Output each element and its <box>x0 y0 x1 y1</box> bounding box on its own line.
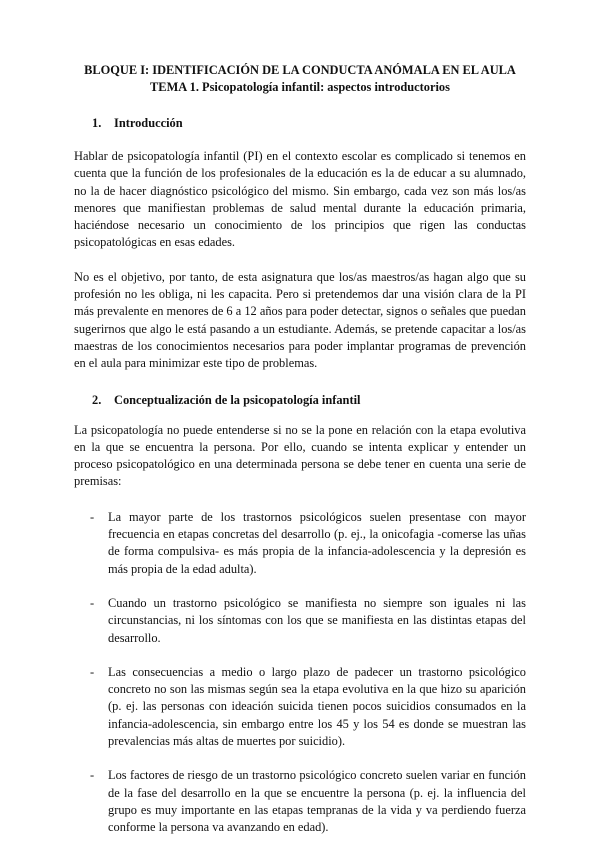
section-2-heading <box>92 392 526 408</box>
section-1-title: Introducción <box>114 116 183 130</box>
section-2-number: 2. <box>92 392 102 407</box>
document-page <box>74 62 526 837</box>
section-1-paragraph-1: Hablar de psicopatología infantil (PI) en el contexto escolar es complicado si tenemos en cuenta que la función de los profesionales de la educación es la de educar a su alumnado, no la de hacer diagnóstico psicológico del mismo. Sin embargo, cada vez son más los/as menores que manifiestan problemas de salud mental durante la educación primaria, haciéndose necesario un conocimiento de los principios que rigen las conductas psicopatológicas en esas edades. <box>74 149 526 250</box>
list-item-text: La mayor parte de los trastornos psicológicos suelen presentase con mayor frecuencia en etapas concretas del desarrollo (p. ej., la onicofagia -comerse las uñas de forma compulsiva- es más propia de la infancia-adolescencia y la depresión es más propia de la edad adulta). <box>108 509 526 576</box>
list-item <box>74 595 526 647</box>
bullet-dash: - <box>90 509 95 524</box>
section-2-intro: La psicopatología no puede entenderse si no se la pone en relación con la etapa evolutiva en la que se encuentra la persona. Por ello, cuando se intenta explicar y entender un proceso psicopatológico en una determinada persona se debe tener en cuenta una serie de premisas: <box>74 422 526 489</box>
list-item-text: Las consecuencias a medio o largo plazo de padecer un trastorno psicológico concreto no son las mismas según sea la etapa evolutiva en la que hizo su aparición (p. ej. las personas con ideación suicida tienen pocos suicidios consumados en la infancia-adolescencia, sin embargo entre los 45 y los 54 es donde se muestran las prevalencias más altas de muertes por suicidio). <box>108 664 526 749</box>
premises-list <box>74 509 526 837</box>
title-line-2: TEMA 1. Psicopatología infantil: aspectos introductorios <box>150 80 450 94</box>
bullet-dash: - <box>90 768 95 783</box>
section-1-number: 1. <box>92 116 102 130</box>
bullet-dash: - <box>90 595 95 610</box>
section-1-paragraph-2: No es el objetivo, por tanto, de esta asignatura que los/as maestros/as hagan algo que su profesión no les obliga, ni les capacita. Pero si pretendemos dar una visión clara de la PI más prevalente en menores de 6 a 12 años para poder detectar, signos o señales que puedan sugerirnos que algo le está pasando a un estudiante. Además, se pretende capacitar a los/as maestras de los conocimientos necesarios para poder implantar programas de prevención en el aula para minimizar este tipo de problemas. <box>74 269 526 371</box>
list-item <box>74 509 526 578</box>
list-item <box>74 664 526 750</box>
bullet-dash: - <box>90 664 95 679</box>
list-item <box>74 767 526 836</box>
title-line-1: BLOQUE I: IDENTIFICACIÓN DE LA CONDUCTA ANÓMALA EN EL AULA <box>84 63 516 77</box>
section-1-heading <box>92 115 526 131</box>
list-item-text: Cuando un trastorno psicológico se manifiesta no siempre son iguales ni las circunstancias, ni los síntomas con los que se manifiesta en las distintas etapas del desarrollo. <box>108 595 526 645</box>
list-item-text: Los factores de riesgo de un trastorno psicológico concreto suelen variar en función de la fase del desarrollo en la que se encuentre la persona (p. ej. la influencia del grupo es muy importante en las etapas tempranas de la vida y va perdiendo fuerza conforme la persona va avanzando en edad). <box>108 768 526 835</box>
section-2-title: Conceptualización de la psicopatología infantil <box>114 392 361 407</box>
document-title <box>74 62 526 96</box>
